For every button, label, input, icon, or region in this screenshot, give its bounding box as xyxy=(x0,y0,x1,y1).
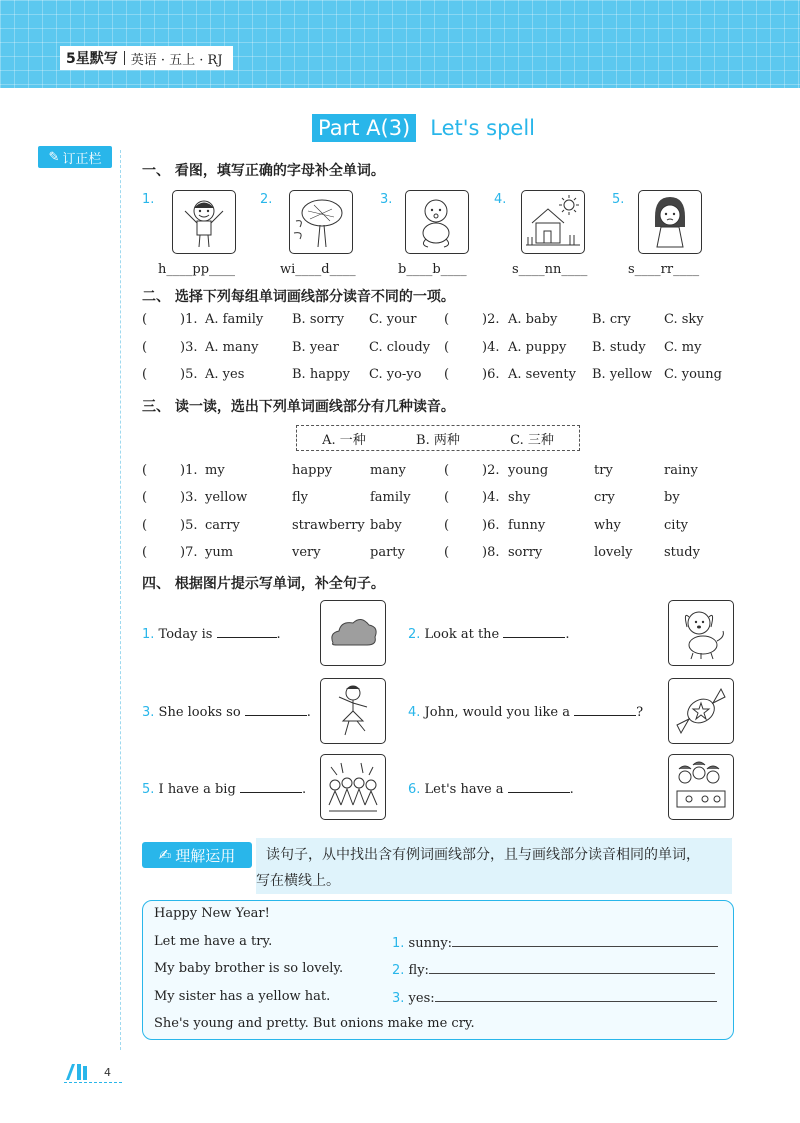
answer-blank[interactable] xyxy=(574,703,636,716)
option-c: C. cloudy xyxy=(369,340,431,355)
option-b: B. study xyxy=(592,340,646,355)
word: why xyxy=(594,518,621,533)
word: funny xyxy=(508,518,546,533)
word: shy xyxy=(508,490,531,505)
answer-row: 3. yes: xyxy=(392,989,717,1006)
party-icon xyxy=(669,755,733,819)
q-num: )3. xyxy=(180,340,198,355)
sentence-item: 5. I have a big . xyxy=(142,782,307,797)
option-a: A. family xyxy=(205,312,264,327)
s1-word: s____rr____ xyxy=(628,262,700,277)
cloud-icon xyxy=(321,601,385,665)
answer-paren[interactable]: ( xyxy=(142,367,148,382)
footer-line xyxy=(64,1082,122,1083)
option-a: A. puppy xyxy=(508,340,567,355)
boy-icon xyxy=(173,191,235,253)
section-1-heading: 一、 看图，填写正确的字母补全单词。 xyxy=(142,163,385,179)
q-num: )6. xyxy=(482,367,500,382)
q-num: )4. xyxy=(482,490,500,505)
apply-tag xyxy=(142,842,252,868)
option-b: B. cry xyxy=(592,312,631,327)
answer-line[interactable] xyxy=(452,934,718,947)
answer-blank[interactable] xyxy=(240,780,302,793)
option-b: B. yellow xyxy=(592,367,653,382)
word: fly xyxy=(292,490,309,505)
s1-word: h____pp____ xyxy=(158,262,236,277)
sentence-item: 6. Let's have a . xyxy=(408,782,574,797)
puppy-icon xyxy=(669,601,733,665)
answer-line[interactable] xyxy=(429,961,715,974)
girl-icon xyxy=(639,191,701,253)
page-number: 4 xyxy=(104,1066,111,1079)
divider xyxy=(124,51,125,65)
correction-tag xyxy=(38,146,112,168)
apply-instruction-1: 读句子，从中找出含有例词画线部分，且与画线部分读音相同的单词， xyxy=(266,847,700,863)
word: my xyxy=(205,463,225,478)
word: try xyxy=(594,463,613,478)
family-icon xyxy=(321,755,385,819)
answer-paren[interactable]: ( xyxy=(444,312,450,327)
happy-boy-picture xyxy=(172,190,236,254)
s1-word: s____nn____ xyxy=(512,262,588,277)
option-c: C. your xyxy=(369,312,417,327)
answer-blank[interactable] xyxy=(503,625,565,638)
word: yellow xyxy=(205,490,248,505)
puppy-picture xyxy=(668,600,734,666)
s1-num: 4. xyxy=(494,192,507,207)
sentence: My sister has a yellow hat. xyxy=(154,989,331,1004)
word: many xyxy=(370,463,406,478)
answer-row: 1. sunny: xyxy=(392,934,718,951)
q-num: )2. xyxy=(482,463,500,478)
q-num: )3. xyxy=(180,490,198,505)
option-c: C. sky xyxy=(664,312,704,327)
option-a: A. yes xyxy=(205,367,245,382)
sentence: My baby brother is so lovely. xyxy=(154,961,344,976)
candy-picture xyxy=(668,678,734,744)
answer-paren[interactable]: ( xyxy=(444,490,450,505)
q-num: )1. xyxy=(180,312,198,327)
s1-word: wi____d____ xyxy=(280,262,356,277)
sentence-item: 3. She looks so . xyxy=(142,705,311,720)
option-b: B. sorry xyxy=(292,312,345,327)
answer-paren[interactable]: ( xyxy=(142,312,148,327)
q-num: )2. xyxy=(482,312,500,327)
q-num: )4. xyxy=(482,340,500,355)
option-a: A. many xyxy=(205,340,259,355)
section-3-heading: 三、 读一读，选出下列单词画线部分有几种读音。 xyxy=(142,399,455,415)
option-a: A. baby xyxy=(508,312,558,327)
word: by xyxy=(664,490,680,505)
sorry-girl-picture xyxy=(638,190,702,254)
q-num: )8. xyxy=(482,545,500,560)
answer-line[interactable] xyxy=(435,989,717,1002)
books-icon xyxy=(64,1062,94,1084)
section-4-heading: 四、 根据图片提示写单词，补全句子。 xyxy=(142,576,385,592)
sunny-house-picture xyxy=(521,190,585,254)
s1-num: 1. xyxy=(142,192,155,207)
answer-paren[interactable]: ( xyxy=(444,340,450,355)
s1-num: 2. xyxy=(260,192,273,207)
family-picture xyxy=(320,754,386,820)
title-part: Part A(3) xyxy=(312,114,416,142)
answer-blank[interactable] xyxy=(245,703,307,716)
answer-paren[interactable]: ( xyxy=(444,463,450,478)
sound-option: B. 两种 xyxy=(416,432,460,448)
q-num: )5. xyxy=(180,367,198,382)
word: family xyxy=(370,490,411,505)
brand-name: 5星默写 xyxy=(66,51,118,67)
sentence: Let me have a try. xyxy=(154,934,273,949)
sentence-item: 1. Today is . xyxy=(142,627,281,642)
subject-label: 英语 · 五上 · RJ xyxy=(130,52,223,68)
q-num: )6. xyxy=(482,518,500,533)
word: lovely xyxy=(594,545,633,560)
sound-option: C. 三种 xyxy=(510,432,554,448)
sentence: She's young and pretty. But onions make me cry. xyxy=(154,1016,475,1031)
option-a: A. seventy xyxy=(508,367,576,382)
word: sorry xyxy=(508,545,543,560)
answer-blank[interactable] xyxy=(508,780,570,793)
word: city xyxy=(664,518,689,533)
correction-label: 订正栏 xyxy=(62,151,102,167)
title-topic: Let's spell xyxy=(430,116,535,140)
word: happy xyxy=(292,463,333,478)
word: study xyxy=(664,545,700,560)
answer-row: 2. fly: xyxy=(392,961,715,978)
sentence-item: 2. Look at the . xyxy=(408,627,570,642)
word: carry xyxy=(205,518,240,533)
notebook-icon: ✍ xyxy=(158,846,172,864)
answer-paren[interactable]: ( xyxy=(444,518,450,533)
option-b: B. year xyxy=(292,340,339,355)
apply-instruction-2: 写在横线上。 xyxy=(256,873,340,889)
word: strawberry xyxy=(292,518,365,533)
word: cry xyxy=(594,490,615,505)
sentence-item: 4. John, would you like a ? xyxy=(408,705,644,720)
header-bar xyxy=(0,0,800,88)
s1-word: b____b____ xyxy=(398,262,467,277)
pencil-icon: ✎ xyxy=(48,149,60,165)
answer-paren[interactable]: ( xyxy=(444,367,450,382)
correction-column-line xyxy=(120,150,121,1050)
q-num: )5. xyxy=(180,518,198,533)
dancing-girl-picture xyxy=(320,678,386,744)
word: baby xyxy=(370,518,402,533)
option-c: C. yo-yo xyxy=(369,367,422,382)
option-c: C. my xyxy=(664,340,702,355)
party-picture xyxy=(668,754,734,820)
word: very xyxy=(292,545,321,560)
windy-tree-picture xyxy=(289,190,353,254)
word: party xyxy=(370,545,405,560)
baby-picture xyxy=(405,190,469,254)
dancer-icon xyxy=(321,679,385,743)
option-c: C. young xyxy=(664,367,722,382)
cloudy-picture xyxy=(320,600,386,666)
baby-icon xyxy=(406,191,468,253)
q-num: )1. xyxy=(180,463,198,478)
sound-option: A. 一种 xyxy=(322,432,366,448)
word: rainy xyxy=(664,463,698,478)
answer-paren[interactable]: ( xyxy=(142,545,148,560)
answer-paren[interactable]: ( xyxy=(142,490,148,505)
sound-options-box xyxy=(296,425,580,451)
word: young xyxy=(508,463,549,478)
apply-label: 理解运用 xyxy=(175,846,236,865)
section-2-heading: 二、 选择下列每组单词画线部分读音不同的一项。 xyxy=(142,289,455,305)
s1-num: 5. xyxy=(612,192,625,207)
s1-num: 3. xyxy=(380,192,393,207)
house-sun-icon xyxy=(522,191,584,253)
word: yum xyxy=(205,545,234,560)
answer-paren[interactable]: ( xyxy=(142,463,148,478)
answer-blank[interactable] xyxy=(217,625,277,638)
answer-paren[interactable]: ( xyxy=(444,545,450,560)
answer-paren[interactable]: ( xyxy=(142,340,148,355)
tree-icon xyxy=(290,191,352,253)
candy-icon xyxy=(669,679,733,743)
page-title xyxy=(312,114,535,142)
sentence: Happy New Year! xyxy=(154,906,270,921)
q-num: )7. xyxy=(180,545,198,560)
option-b: B. happy xyxy=(292,367,350,382)
answer-paren[interactable]: ( xyxy=(142,518,148,533)
series-label xyxy=(60,46,233,70)
